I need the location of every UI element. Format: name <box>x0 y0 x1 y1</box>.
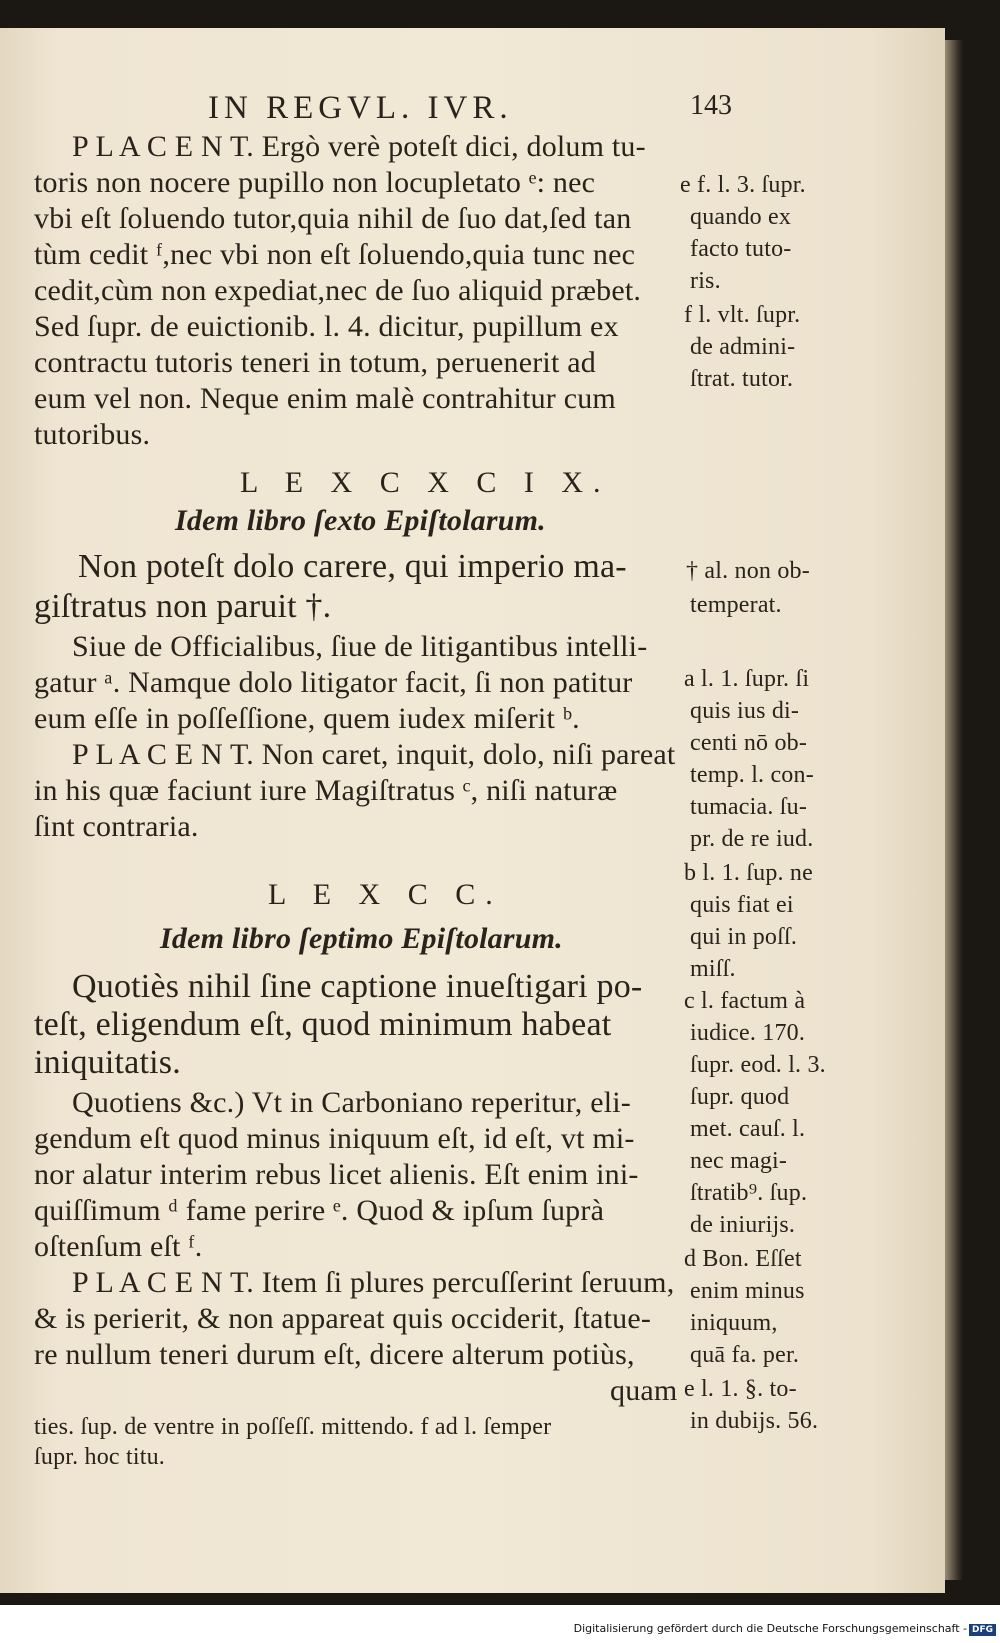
margin-note: de iniurijs. <box>690 1212 796 1238</box>
text-line: vbi eſt ſoluendo tutor,quia nihil de ſuo dat,ſed tan <box>34 202 632 235</box>
text-line: contractu tutoris teneri in totum, peruenerit ad <box>34 346 596 379</box>
rule-line: teſt, eligendum eſt, quod minimum habeat <box>34 1006 612 1043</box>
footer-text: Digitalisierung gefördert durch die Deutsche Forschungsgemeinschaft - <box>573 1622 967 1635</box>
comment-line: ſint contraria. <box>34 810 199 843</box>
margin-note: tumacia. ſu- <box>690 794 808 820</box>
margin-note: ris. <box>690 268 721 294</box>
margin-note: ſtrat. tutor. <box>690 366 794 392</box>
margin-note: qui in poſſ. <box>690 924 798 950</box>
margin-note: iudice. 170. <box>690 1020 806 1046</box>
margin-note: ſupr. eod. l. 3. <box>690 1052 826 1078</box>
rule-line: Non poteſt dolo carere, qui imperio ma- <box>78 548 627 585</box>
margin-note: temperat. <box>690 592 782 618</box>
text-line: P L A C E N T. Ergò verè poteſt dici, dolum tu- <box>72 130 646 163</box>
margin-note: iniquum, <box>690 1310 778 1336</box>
comment-line: nor alatur interim rebus licet alienis. Eſt enim ini- <box>34 1158 639 1191</box>
footnote-line: ſupr. hoc titu. <box>34 1444 165 1470</box>
comment-line: oſtenſum eſt ᶠ. <box>34 1230 203 1263</box>
margin-note: nec magi- <box>690 1148 788 1174</box>
comment-line: gendum eſt quod minus iniquum eſt, id eſt, vt mi- <box>34 1122 635 1155</box>
dfg-logo: DFG <box>969 1624 996 1636</box>
page-edge <box>945 40 963 1580</box>
section-heading: L E X C C. <box>268 878 503 911</box>
comment-line: Quotiens &c.) Vt in Carboniano reperitur, eli- <box>72 1086 631 1119</box>
text-line: Sed ſupr. de euictionib. l. 4. dicitur, pupillum ex <box>34 310 619 343</box>
section-subheading: Idem libro ſeptimo Epiſtolarum. <box>160 922 563 955</box>
margin-note: e l. 1. §. to- <box>684 1376 797 1402</box>
margin-note: de admini- <box>690 334 796 360</box>
text-line: cedit,cùm non expediat,nec de ſuo aliquid præbet. <box>34 274 642 307</box>
comment-line: eum eſſe in poſſeſſione, quem iudex miſerit ᵇ. <box>34 702 580 735</box>
margin-note: e f. l. 3. ſupr. <box>680 172 806 198</box>
comment-line: P L A C E N T. Non caret, inquit, dolo, niſi pareat <box>72 738 676 771</box>
rule-line: iniquitatis. <box>34 1044 181 1081</box>
comment-line: re nullum teneri durum eſt, dicere alterum potiùs, <box>34 1338 635 1371</box>
margin-note: quis ius di- <box>690 698 800 724</box>
margin-note: d Bon. Eſſet <box>684 1246 802 1272</box>
comment-line: & is perierit, & non appareat quis occiderit, ſtatue- <box>34 1302 652 1335</box>
running-head: IN REGVL. IVR. <box>208 90 513 126</box>
margin-note: ſupr. quod <box>690 1084 790 1110</box>
rule-line: giſtratus non paruit †. <box>34 588 332 625</box>
comment-line: gatur ᵃ. Namque dolo litigator facit, ſi non patitur <box>34 666 633 699</box>
margin-note: enim minus <box>690 1278 805 1304</box>
margin-note: in dubijs. 56. <box>690 1408 819 1434</box>
comment-line: Siue de Officialibus, ſiue de litigantibus intelli- <box>72 630 648 663</box>
margin-note: c l. factum à <box>684 988 806 1014</box>
text-line: tùm cedit ᶠ,nec vbi non eſt ſoluendo,quia tunc nec <box>34 238 636 271</box>
catchword: quam <box>610 1374 678 1407</box>
text-line: tutoribus. <box>34 418 151 451</box>
margin-note: a l. 1. ſupr. ſi <box>684 666 810 692</box>
section-subheading: Idem libro ſexto Epiſtolarum. <box>175 504 546 537</box>
text-line: toris non nocere pupillo non locupletato ᵉ: nec <box>34 166 596 199</box>
comment-line: quiſſimum ᵈ fame perire ᵉ. Quod & ipſum ſuprà <box>34 1194 605 1227</box>
margin-note: quis fiat ei <box>690 892 794 918</box>
margin-note: f l. vlt. ſupr. <box>684 302 801 328</box>
margin-note: quando ex <box>690 204 792 230</box>
margin-note: temp. l. con- <box>690 762 814 788</box>
margin-note: quā fa. per. <box>690 1342 800 1368</box>
margin-note: † al. non ob- <box>686 558 810 584</box>
footnote-line: ties. ſup. de ventre in poſſeſſ. mittendo. f ad l. ſemper <box>34 1414 552 1440</box>
text-line: eum vel non. Neque enim malè contrahitur cum <box>34 382 616 415</box>
margin-note: pr. de re iud. <box>690 826 814 852</box>
comment-line: in his quæ faciunt iure Magiſtratus ᶜ, niſi naturæ <box>34 774 618 807</box>
margin-note: b l. 1. ſup. ne <box>684 860 813 886</box>
margin-note: facto tuto- <box>690 236 792 262</box>
digitization-footer <box>574 1622 996 1636</box>
rule-line: Quotiès nihil ſine captione inueſtigari po- <box>72 968 643 1005</box>
margin-note: ſtratib⁹. ſup. <box>690 1180 808 1206</box>
section-heading: L E X C X C I X. <box>240 466 611 499</box>
margin-note: miſſ. <box>690 956 736 982</box>
margin-note: centi nō ob- <box>690 730 808 756</box>
page-number: 143 <box>690 90 732 121</box>
margin-note: met. cauſ. l. <box>690 1116 806 1142</box>
comment-line: P L A C E N T. Item ſi plures percuſſerint ſeruum, <box>72 1266 675 1299</box>
